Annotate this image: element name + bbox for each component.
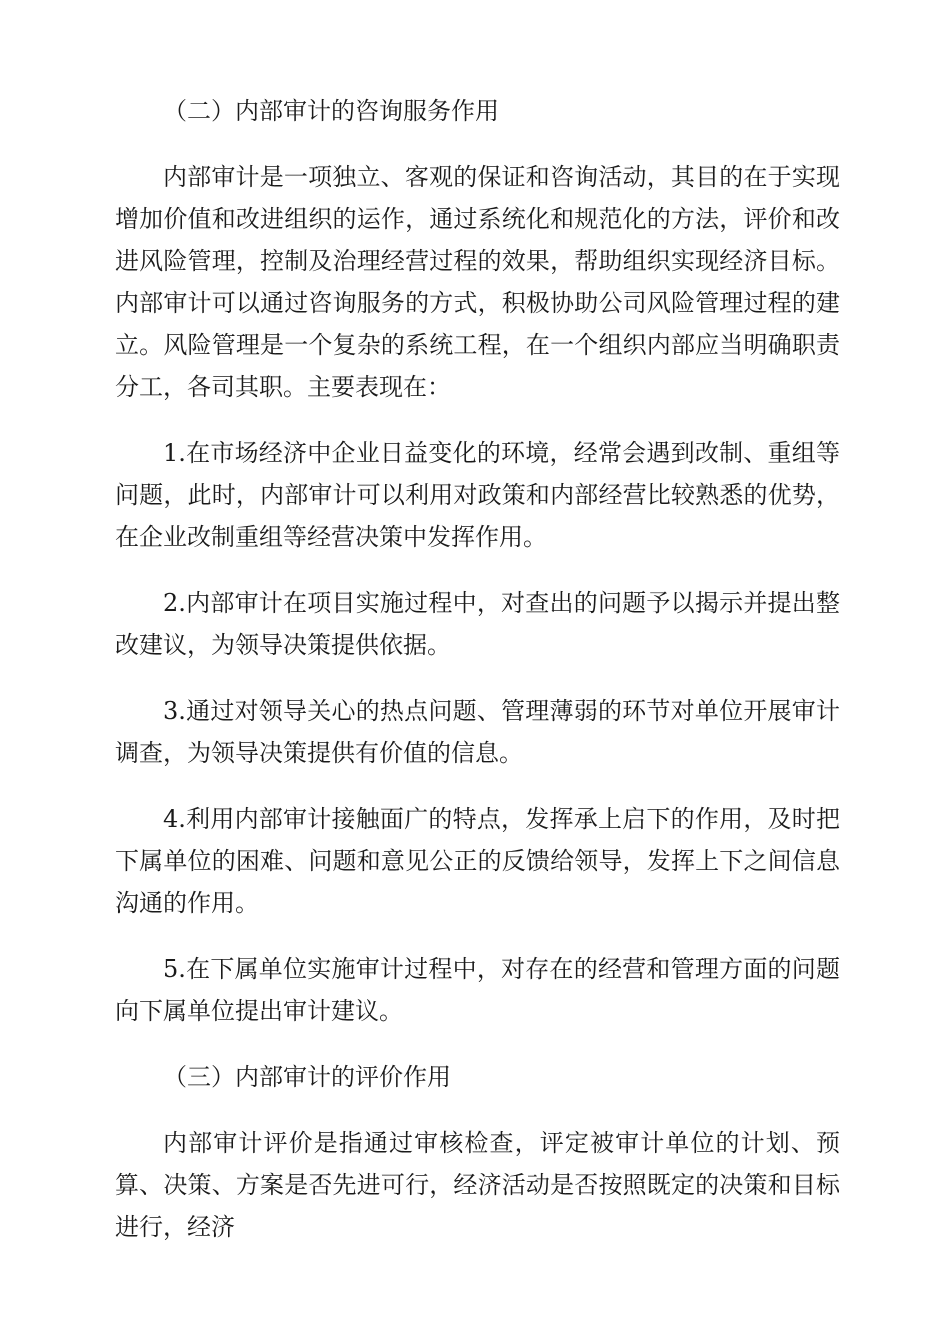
section-heading-evaluation: （三）内部审计的评价作用 <box>163 1063 451 1091</box>
section-heading-consulting: （二）内部审计的咨询服务作用 <box>163 97 499 125</box>
list-item-4: 4.利用内部审计接触面广的特点，发挥承上启下的作用，及时把下属单位的困难、问题和意见公正的反馈给领导，发挥上下之间信息沟通的作用。 <box>115 805 840 917</box>
list-item-5: 5.在下属单位实施审计过程中，对存在的经营和管理方面的问题向下属单位提出审计建议。 <box>115 955 840 1025</box>
paragraph-evaluation: 内部审计评价是指通过审核检查，评定被审计单位的计划、预算、决策、方案是否先进可行，经济活动是否按照既定的决策和目标进行，经济 <box>115 1129 840 1241</box>
list-item-2: 2.内部审计在项目实施过程中，对查出的问题予以揭示并提出整改建议，为领导决策提供依据。 <box>115 589 840 659</box>
list-item-1: 1.在市场经济中企业日益变化的环境，经常会遇到改制、重组等问题，此时，内部审计可以利用对政策和内部经营比较熟悉的优势，在企业改制重组等经营决策中发挥作用。 <box>115 439 840 551</box>
paragraph-intro: 内部审计是一项独立、客观的保证和咨询活动，其目的在于实现增加价值和改进组织的运作，通过系统化和规范化的方法，评价和改进风险管理，控制及治理经营过程的效果，帮助组织实现经济目标。内部审计可以通过咨询服务的方式，积极协助公司风险管理过程的建立。风险管理是一个复杂的系统工程，在一个组织内部应当明确职责分工，各司其职。主要表现在： <box>115 163 840 401</box>
document-body <box>115 90 840 1272</box>
list-item-3: 3.通过对领导关心的热点问题、管理薄弱的环节对单位开展审计调查，为领导决策提供有价值的信息。 <box>115 697 840 767</box>
